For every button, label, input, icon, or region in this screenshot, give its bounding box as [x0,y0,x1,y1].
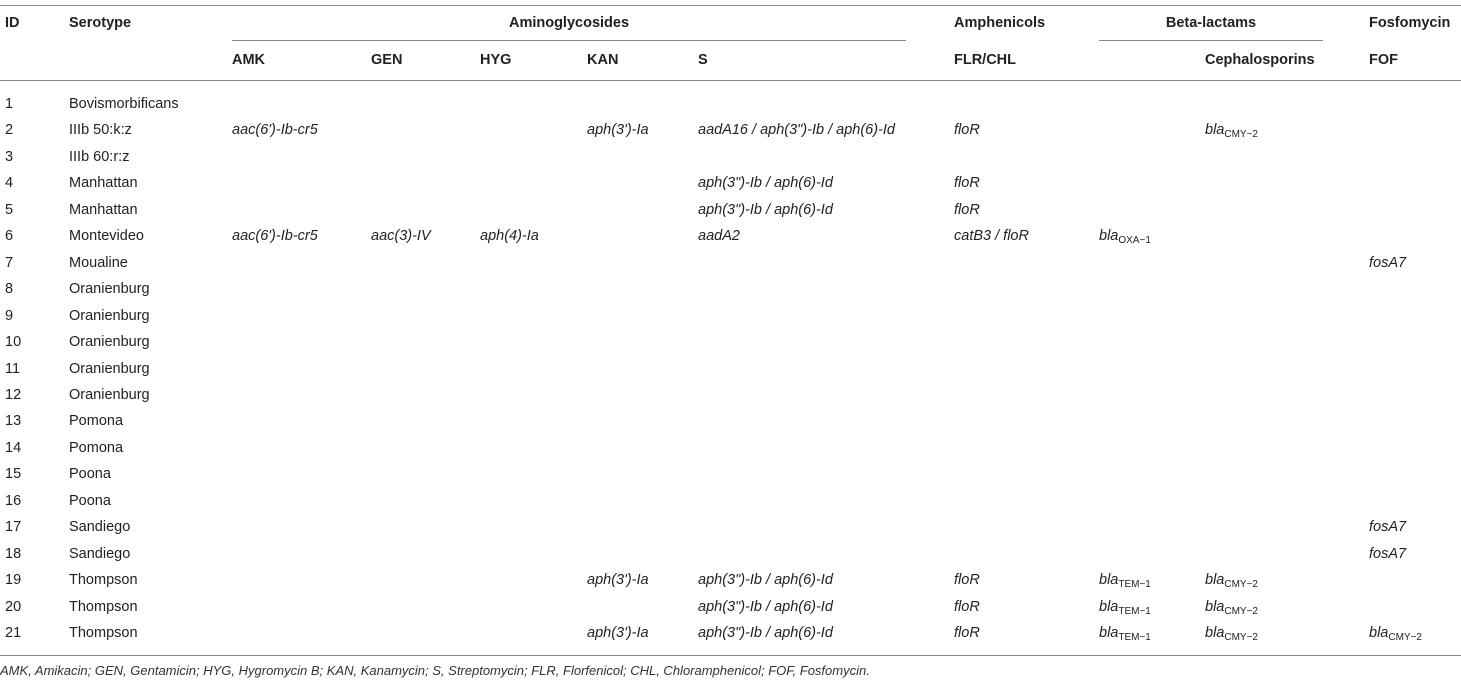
cell-id: 12 [5,386,22,403]
header-gen: GEN [371,52,403,68]
cell-cephalosporin [1205,624,1258,642]
cell-id: 10 [5,334,22,351]
cell-serotype: Oranienburg [69,334,150,351]
aminoglycosides-rule [232,40,906,41]
gene-name: bla [1099,572,1119,589]
cell-fof [1369,545,1406,563]
cell-cephalosporin [1205,121,1258,139]
cell-id: 7 [5,254,14,271]
cell-beta-lactam [1099,571,1151,589]
gene-subscript: TEM−1 [1118,632,1151,643]
gene-name: fosA7 [1369,519,1407,536]
group-beta-lactams: Beta-lactams [1165,15,1257,31]
cell-id: 18 [5,545,22,562]
cell-serotype: Moualine [69,254,128,271]
cell-id: 14 [5,439,22,456]
header-id: ID [5,15,20,31]
cell-cephalosporin [1205,571,1258,589]
cell-beta-lactam [1099,624,1151,642]
cell-flr-chl: floR [954,201,980,218]
group-aminoglycosides: Aminoglycosides [508,15,630,31]
cell-s: aph(3")-Ib / aph(6)-Id [698,572,833,589]
cell-s: aph(3")-Ib / aph(6)-Id [698,201,833,218]
header-hyg: HYG [480,52,512,68]
header-s: S [698,52,708,68]
cell-serotype: Manhattan [69,201,138,218]
cell-serotype: Thompson [69,572,138,589]
cell-flr-chl: floR [954,572,980,589]
cell-id: 5 [5,201,14,218]
cell-serotype: Sandiego [69,519,131,536]
header-kan: KAN [587,52,619,68]
gene-name: bla [1099,625,1119,641]
cell-kan: aph(3')-Ia [587,122,649,139]
cell-serotype: Bovismorbificans [69,96,179,112]
cell-s: aph(3")-Ib / aph(6)-Id [698,175,833,192]
cell-id: 15 [5,466,22,483]
gene-name: fosA7 [1369,254,1407,271]
cell-s: aadA2 [698,228,740,245]
gene-subscript: CMY−2 [1224,605,1258,617]
beta-lactams-rule [1099,40,1323,41]
cell-id: 11 [5,360,21,377]
cell-fof [1369,254,1406,272]
cell-serotype: Oranienburg [69,386,150,403]
cell-flr-chl: floR [954,175,980,192]
gene-name: bla [1205,598,1225,615]
bottom-rule [0,655,1461,656]
cell-beta-lactam [1099,598,1151,616]
top-rule [0,5,1461,6]
cell-id: 13 [5,413,22,430]
cell-gen: aac(3)-IV [371,228,431,245]
cell-id: 21 [5,625,22,641]
gene-name: bla [1205,625,1225,641]
cell-id: 20 [5,598,22,615]
cell-serotype: Oranienburg [69,360,150,377]
cell-amk: aac(6')-Ib-cr5 [232,122,318,139]
cell-fof [1369,518,1406,536]
cell-kan: aph(3')-Ia [587,625,649,641]
cell-id: 4 [5,175,14,192]
header-fof: FOF [1369,52,1398,68]
cell-hyg: aph(4)-Ia [480,228,539,245]
cell-serotype: Poona [69,492,111,509]
gene-subscript: CMY−2 [1224,129,1258,141]
cell-serotype: IIIb 50:k:z [69,122,132,139]
cell-s: aph(3")-Ib / aph(6)-Id [698,598,833,615]
cell-flr-chl: floR [954,598,980,615]
cell-serotype: Oranienburg [69,307,150,324]
gene-subscript: CMY−2 [1224,579,1258,591]
gene-name: bla [1099,598,1119,615]
cell-flr-chl: catB3 / floR [954,228,1029,245]
header-flr-chl: FLR/CHL [954,52,1017,68]
gene-name: bla [1099,228,1119,245]
cell-s: aadA16 / aph(3")-Ib / aph(6)-Id [698,122,895,139]
gene-name: bla [1205,122,1225,139]
group-fosfomycin: Fosfomycin [1369,15,1451,31]
cell-serotype: Montevideo [69,228,144,245]
header-cephalosporins: Cephalosporins [1205,52,1315,68]
cell-id: 3 [5,148,14,165]
gene-name: fosA7 [1369,545,1407,562]
gene-name: bla [1369,625,1389,641]
cell-id: 9 [5,307,14,324]
cell-serotype: IIIb 60:r:z [69,148,130,165]
cell-serotype: Oranienburg [69,281,150,298]
cell-serotype: Manhattan [69,175,138,192]
cell-flr-chl: floR [954,122,980,139]
gene-subscript: OXA−1 [1118,235,1151,247]
cell-kan: aph(3')-Ia [587,572,649,589]
cell-serotype: Pomona [69,439,124,456]
cell-s: aph(3")-Ib / aph(6)-Id [698,625,833,641]
cell-flr-chl: floR [954,625,980,641]
table-footnote: AMK, Amikacin; GEN, Gentamicin; HYG, Hygromycin B; KAN, Kanamycin; S, Streptomycin; FLR, Florfenicol; CHL, Chloramphenicol; FOF, Fosfomycin. [0,663,870,678]
header-rule [0,80,1461,81]
cell-id: 8 [5,281,14,298]
gene-name: bla [1205,572,1225,589]
gene-subscript: TEM−1 [1118,605,1151,617]
gene-subscript: CMY−2 [1224,632,1258,643]
cell-id: 16 [5,492,22,509]
cell-amk: aac(6')-Ib-cr5 [232,228,318,245]
group-amphenicols: Amphenicols [954,15,1046,31]
cell-id: 17 [5,519,22,536]
cell-serotype: Sandiego [69,545,131,562]
cell-id: 6 [5,228,14,245]
header-serotype: Serotype [69,15,132,31]
gene-subscript: TEM−1 [1118,579,1151,591]
cell-cephalosporin [1205,598,1258,616]
cell-beta-lactam [1099,227,1151,245]
cell-serotype: Thompson [69,598,138,615]
cell-serotype: Thompson [69,625,138,641]
header-amk: AMK [232,52,266,68]
gene-subscript: CMY−2 [1388,632,1422,643]
cell-id: 1 [5,96,14,112]
cell-id: 2 [5,122,14,139]
cell-serotype: Pomona [69,413,124,430]
cell-id: 19 [5,572,22,589]
cell-serotype: Poona [69,466,111,483]
cell-fof [1369,624,1422,642]
